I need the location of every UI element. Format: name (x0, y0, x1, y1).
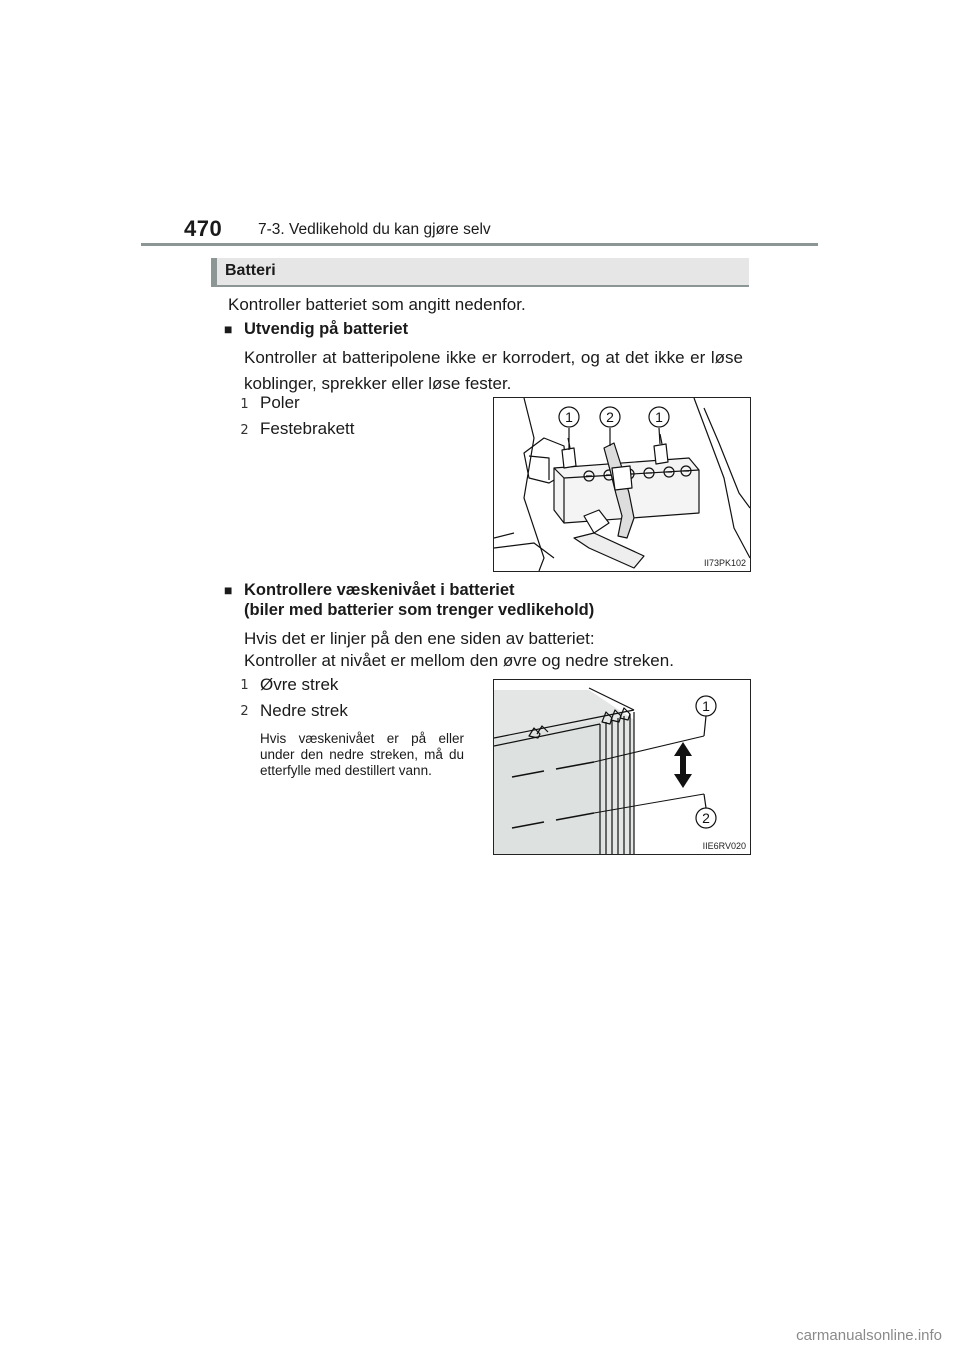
legend-number-1: 1 (240, 397, 249, 412)
subsection-title-text-line2: (biler med batterier som trenger vedlikehold) (244, 601, 595, 619)
fluid-level-figure (493, 679, 751, 855)
figure1-callout-1a: 1 (565, 409, 573, 425)
fluid-condition-text: Hvis det er linjer på den ene siden av batteriet: (244, 629, 595, 648)
figure1-callout-2: 2 (606, 409, 614, 425)
battery-terminals-illustration (494, 398, 750, 571)
section-title: 7-3. Vedlikehold du kan gjøre selv (258, 221, 491, 238)
legend-label-terminals: Poler (260, 393, 300, 412)
exterior-instructions: Kontroller at batteripolene ikke er korrodert, og at det ikke er løse koblinger, sprekker eller løse fester. (244, 348, 743, 393)
subsection-title-exterior (224, 317, 408, 341)
section-heading-bar (211, 258, 749, 287)
watermark-text: carmanualsonline.info (796, 1327, 942, 1344)
legend-number-1: 1 (240, 678, 249, 693)
header-rule (141, 243, 818, 246)
square-bullet-icon: ■ (224, 582, 233, 598)
figure2-callout-1: 1 (702, 698, 710, 714)
legend-number-2: 2 (240, 704, 249, 719)
note-line-3: etterfylle med destillert vann. (260, 763, 432, 778)
legend-label-bracket: Festebrakett (260, 419, 355, 438)
subsection-title-text-line1: Kontrollere væskenivået i batteriet (244, 581, 515, 599)
note-line-2: under den nedre streken, må du (260, 747, 464, 762)
intro-text: Kontroller batteriet som angitt nedenfor. (228, 295, 526, 314)
square-bullet-icon: ■ (224, 321, 233, 337)
double-arrow-icon (674, 742, 692, 788)
fluid-instruction-text: Kontroller at nivået er mellom den øvre og nedre streken. (244, 651, 674, 670)
section-heading: Batteri (225, 262, 276, 279)
figure1-callout-1b: 1 (655, 409, 663, 425)
subsection-title-text: Utvendig på batteriet (244, 320, 409, 338)
page-number: 470 (184, 216, 223, 241)
figure2-code: IIE6RV020 (702, 841, 746, 851)
figure1-code: II73PK102 (703, 558, 746, 568)
heading-stripe (211, 258, 217, 287)
legend-number-2: 2 (240, 423, 249, 438)
legend-label-upper-line: Øvre strek (260, 675, 339, 694)
note-line-1: Hvis væskenivået er på eller (260, 731, 464, 746)
battery-terminals-figure (493, 397, 751, 572)
legend-label-lower-line: Nedre strek (260, 701, 348, 720)
fluid-level-illustration (494, 680, 750, 854)
figure2-callout-2: 2 (702, 810, 710, 826)
